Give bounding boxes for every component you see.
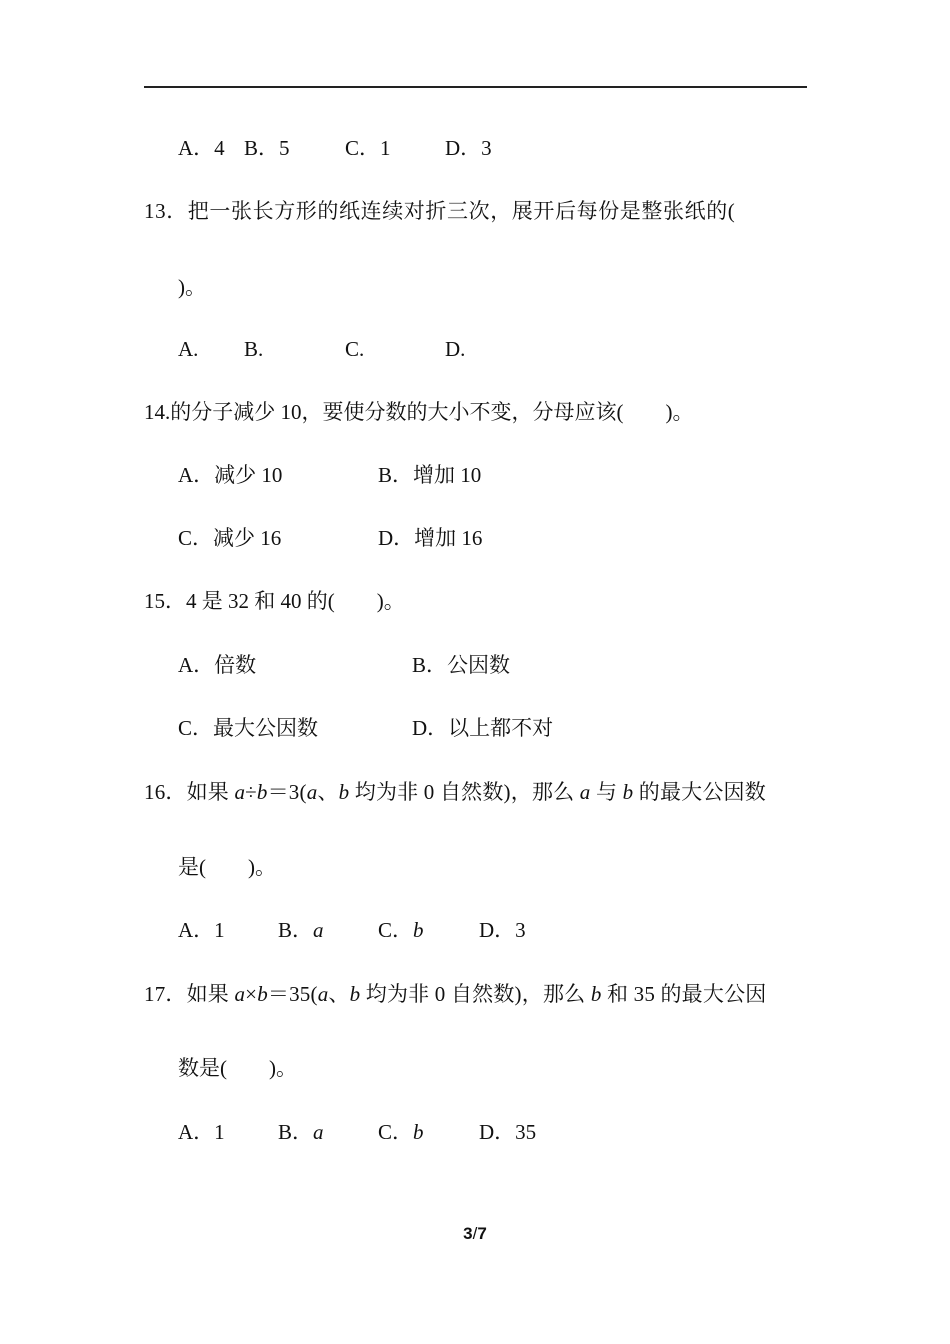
q17-stem-cont: 数是( )。 [178, 1056, 297, 1080]
q17-option-a: A．1 [178, 1120, 225, 1144]
q14-option-a: A．减少 10 [178, 463, 283, 487]
q14-option-d: D．增加 16 [378, 526, 483, 550]
q13-option-a: A. [178, 337, 199, 361]
q13-option-c: C. [345, 337, 365, 361]
q17-stem: 17．如果 a×b＝35(a、b 均为非 0 自然数)，那么 b 和 35 的最大公因 [144, 982, 767, 1006]
q15-option-b: B．公因数 [412, 653, 511, 677]
q15-stem: 15．4 是 32 和 40 的( )。 [144, 589, 405, 613]
header-rule [144, 86, 807, 88]
q12-option-a: A．4 [178, 136, 225, 160]
q13-option-d: D. [445, 337, 466, 361]
page-number: 3/7 [463, 1224, 487, 1243]
q17-option-c: C．b [378, 1120, 424, 1144]
q14-stem: 14.的分子减少 10，要使分数的大小不变，分母应该( )。 [144, 400, 694, 424]
q16-option-a: A．1 [178, 918, 225, 942]
q12-option-b: B．5 [244, 136, 290, 160]
q12-option-d: D．3 [445, 136, 492, 160]
q17-option-d: D．35 [479, 1120, 537, 1144]
q12-option-c: C．1 [345, 136, 391, 160]
q17-option-b: B．a [278, 1120, 324, 1144]
q14-option-c: C．减少 16 [178, 526, 282, 550]
q16-option-b: B．a [278, 918, 324, 942]
q14-option-b: B．增加 10 [378, 463, 482, 487]
q13-option-b: B. [244, 337, 264, 361]
q13-stem-cont: )。 [178, 275, 206, 299]
q16-option-c: C．b [378, 918, 424, 942]
q16-stem: 16．如果 a÷b＝3(a、b 均为非 0 自然数)，那么 a 与 b 的最大公因数 [144, 780, 766, 804]
q16-option-d: D．3 [479, 918, 526, 942]
q15-option-a: A．倍数 [178, 653, 257, 677]
q16-stem-cont: 是( )。 [178, 855, 276, 879]
q15-option-c: C．最大公因数 [178, 716, 319, 740]
q15-option-d: D．以上都不对 [412, 716, 554, 740]
q13-stem: 13．把一张长方形的纸连续对折三次，展开后每份是整张纸的( [144, 199, 736, 223]
